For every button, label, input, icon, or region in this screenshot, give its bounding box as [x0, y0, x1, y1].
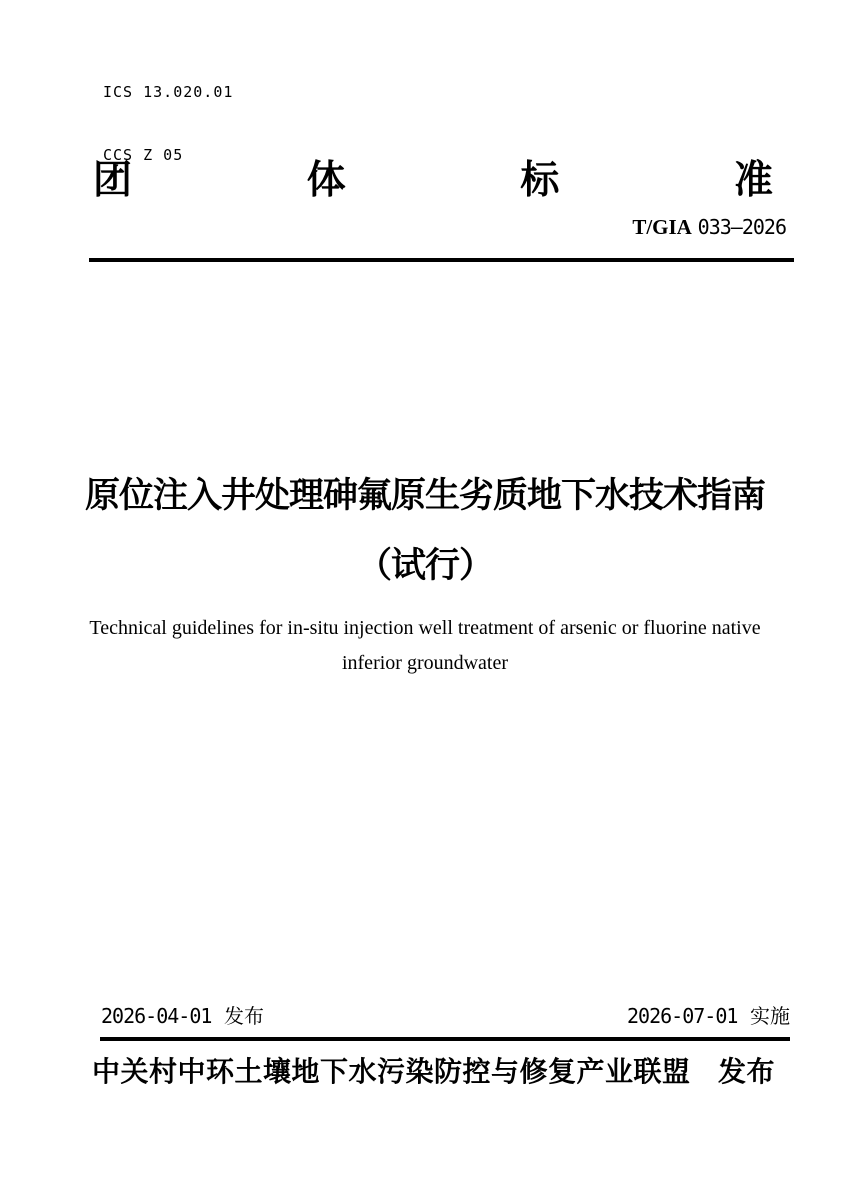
header-rule [89, 258, 794, 262]
ccs-code: CCS Z 05 [103, 146, 184, 164]
standard-code-prefix: T/GIA [632, 215, 692, 239]
footer-rule [100, 1037, 790, 1041]
issuer-row [92, 1050, 775, 1090]
issuer-action-label: 发布 [717, 1056, 775, 1087]
standard-type-char-3: 标 [520, 159, 560, 202]
document-title-cn: 原位注入井处理砷氟原生劣质地下水技术指南 [84, 476, 765, 515]
dates-row [101, 1004, 790, 1029]
document-subtitle-cn: （试行） [356, 546, 493, 585]
document-title-en-line1: Technical guidelines for in-situ injection well treatment of arsenic or fluorine native [89, 617, 761, 639]
issue-date-label: 发布 [223, 1006, 264, 1028]
standard-type-title [93, 160, 773, 202]
document-title-en-line2: inferior groundwater [341, 652, 509, 674]
standard-type-char-2: 体 [306, 159, 346, 202]
standard-type-char-4: 准 [733, 159, 773, 202]
ics-code: ICS 13.020.01 [103, 83, 234, 101]
implement-date-label: 实施 [750, 1006, 790, 1028]
implement-date: 2026-07-01 [627, 1004, 738, 1028]
standard-code-number: 033—2026 [697, 215, 786, 239]
standard-code [632, 215, 786, 240]
issue-date-group [101, 1004, 264, 1029]
issue-date: 2026-04-01 [101, 1004, 212, 1028]
document-title-en [75, 611, 775, 681]
issuer-name: 中关村中环土壤地下水污染防控与修复产业联盟 [92, 1056, 691, 1087]
implement-date-group [627, 1004, 790, 1029]
standard-type-char-1: 团 [93, 159, 133, 202]
